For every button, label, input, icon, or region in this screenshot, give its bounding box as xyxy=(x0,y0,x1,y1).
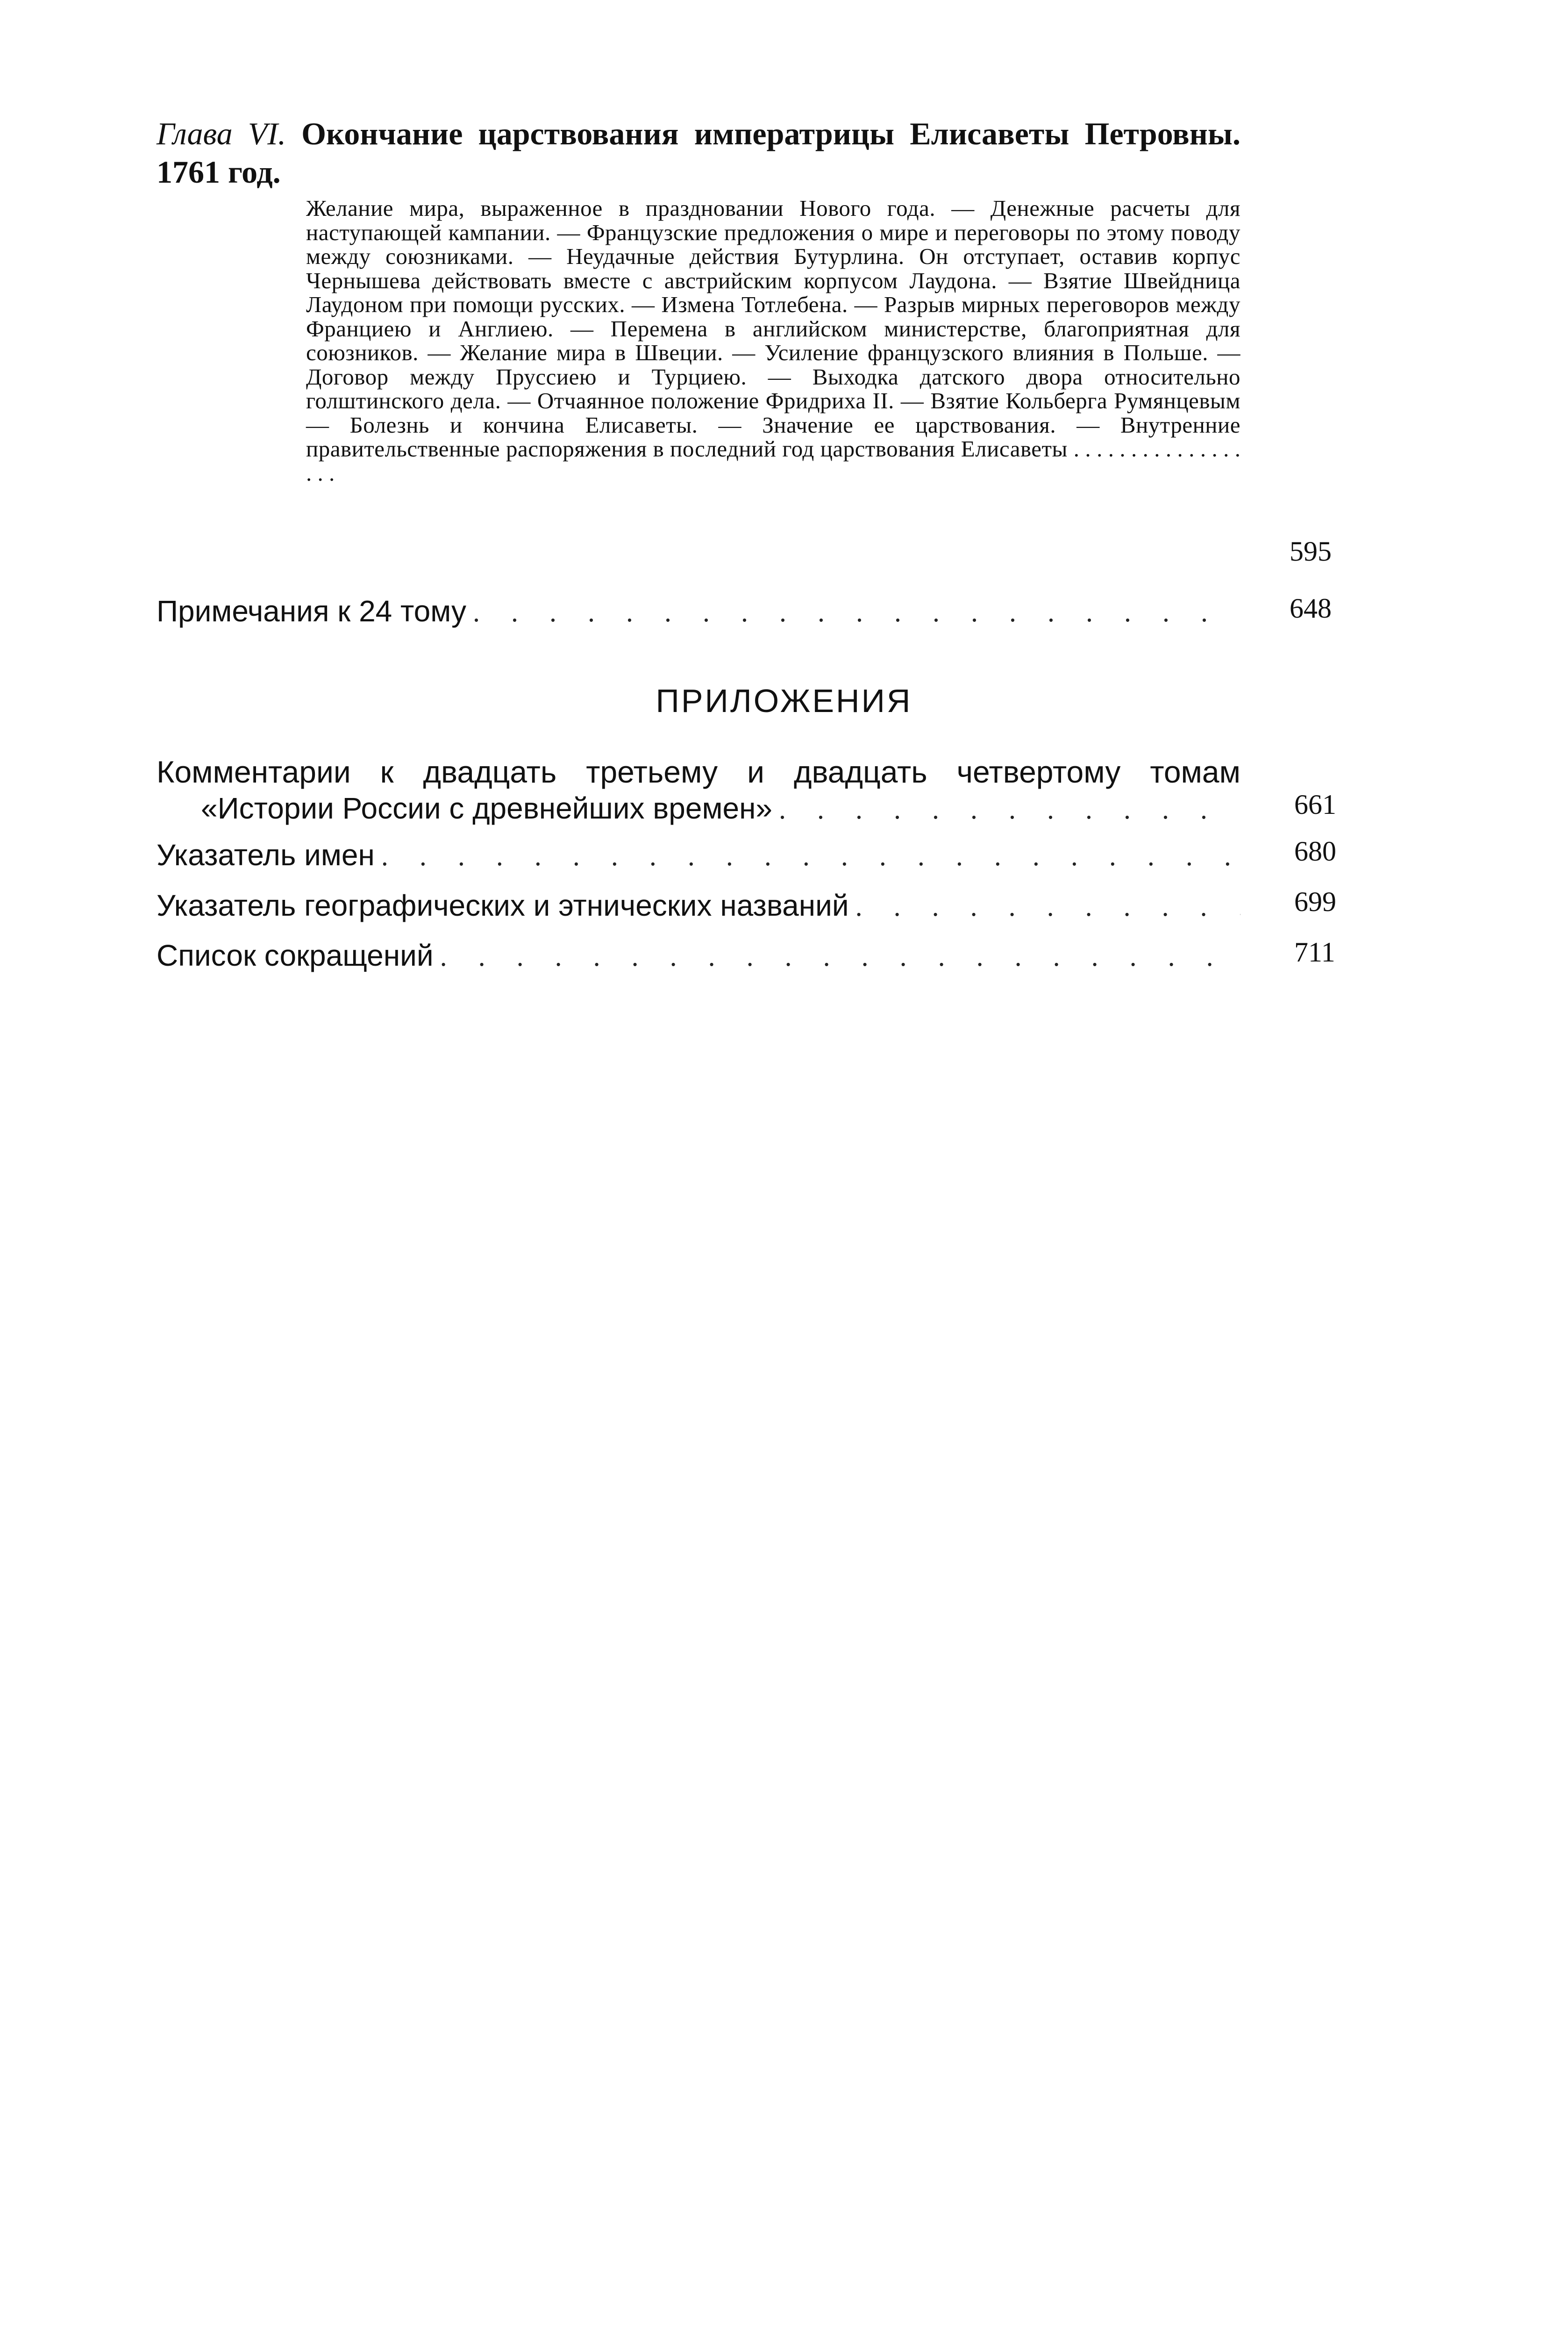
toc-entry-notes[interactable] xyxy=(157,592,1240,631)
appendix-heading: ПРИЛОЖЕНИЯ xyxy=(656,683,912,719)
toc-page-number: 648 xyxy=(1290,593,1332,624)
toc-entry-geo-index[interactable] xyxy=(157,887,1240,925)
leader-dots xyxy=(440,938,1240,975)
toc-entry-names-index[interactable] xyxy=(157,836,1240,875)
toc-entry-label: Указатель имен xyxy=(157,838,375,872)
toc-page-number: 680 xyxy=(1294,836,1336,867)
chapter-summary xyxy=(306,196,1240,485)
leader-dots xyxy=(381,837,1240,875)
toc-entry-abbreviations[interactable] xyxy=(157,937,1240,975)
toc-page-number: 661 xyxy=(1294,789,1336,820)
toc-entry-label: Список сокращений xyxy=(157,939,434,972)
toc-entry-label: Примечания к 24 тому xyxy=(157,594,466,628)
chapter-label: Глава VI. xyxy=(157,116,286,151)
chapter-leader-dots: . . . . . . . . . . . . . . . . . . xyxy=(306,436,1240,486)
toc-entry-label: Указатель географических и этнических названий xyxy=(157,889,849,922)
chapter-heading xyxy=(157,114,1240,191)
toc-entry-commentary[interactable] xyxy=(201,790,1240,828)
chapter-summary-text: Желание мира, выраженное в праздновании Нового года. — Денежные расчеты для наступающей кампании. — Французские предложения о мире и переговоры по этому поводу между союзниками. — Неудачные действия Бутурлина. Он отступает, оставив корпус Чернышева действовать вместе с австрийским корпусом Лаудона. — Взятие Швейдница Лаудоном при помощи русских. — Измена Тотлебена. — Разрыв мирных переговоров между Франциею и Англиею. — Перемена в английском министерстве, благоприятная для союзников. — Желание мира в Швеции. — Усиление французского влияния в Польше. — Договор между Пруссиею и Турциею. — Выходка датского двора относительно голштинского дела. — Отчаянное положение Фридриха II. — Взятие Кольберга Румянцевым — Болезнь и кончина Елисаветы. — Значение ее царствования. — Внутренние правительственные распоряжения в последний год царствования Елисаветы xyxy=(306,195,1240,462)
chapter-title: Окончание царствования императрицы Елисаветы Петровны. 1761 год. xyxy=(157,116,1240,190)
toc-entry-label: «Истории России с древнейших времен» xyxy=(201,791,772,825)
chapter-page-number: 595 xyxy=(1290,536,1332,567)
toc-page-number: 711 xyxy=(1294,937,1335,968)
leader-dots xyxy=(779,791,1240,828)
leader-dots xyxy=(855,888,1240,925)
toc-page-number: 699 xyxy=(1294,886,1336,917)
toc-entry-commentary-line1[interactable]: Комментарии к двадцать третьему и двадцать четвертому томам xyxy=(157,755,1240,789)
leader-dots xyxy=(473,593,1240,631)
